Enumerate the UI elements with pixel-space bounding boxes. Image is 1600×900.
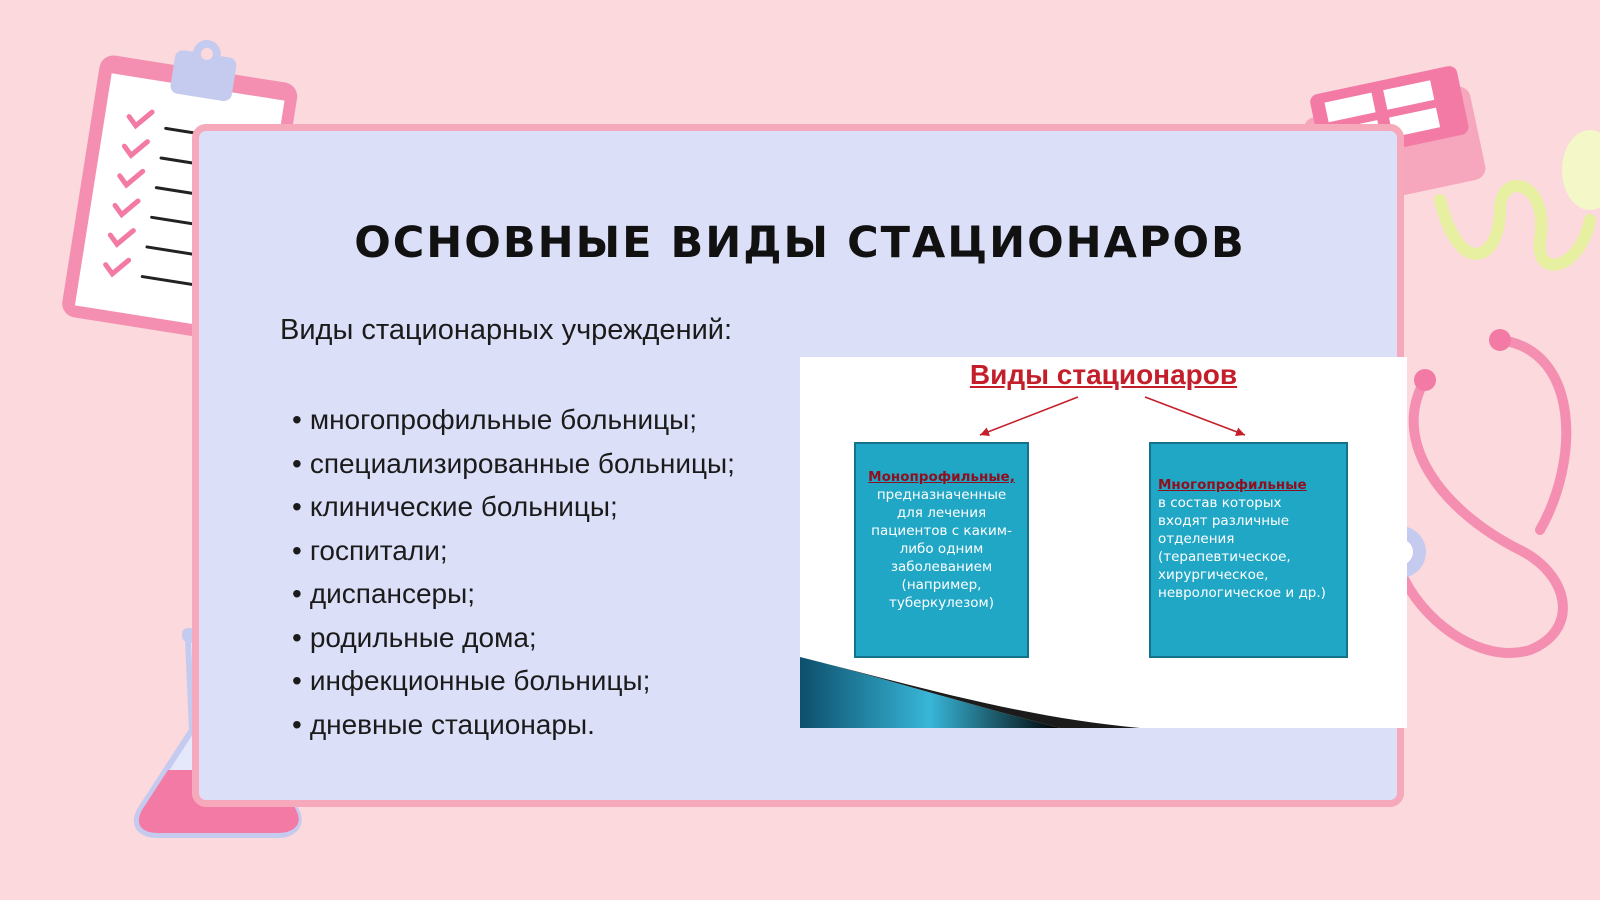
diagram-title: Виды стационаров	[969, 359, 1238, 390]
stethoscope-icon	[1380, 320, 1600, 680]
list-item: • клинические больницы;	[292, 485, 735, 529]
list-item: • родильные дома;	[292, 616, 735, 660]
box-text: в состав которых входят различные отделения (терапевтическое, хирургическое, неврологическое и др.)	[1158, 495, 1326, 601]
box-text: предназначенные для лечения пациентов с каким- либо одним заболеванием (например, туберкулезом)	[871, 487, 1012, 611]
multiprofile-box	[1149, 442, 1348, 658]
list-item: • дневные стационары.	[292, 703, 735, 747]
bullet-list	[292, 398, 735, 746]
list-item: • инфекционные больницы;	[292, 659, 735, 703]
slide-title: ОСНОВНЫЕ ВИДЫ СТАЦИОНАРОВ	[354, 218, 1246, 268]
monoprofile-box	[854, 442, 1029, 658]
list-item: • многопрофильные больницы;	[292, 398, 735, 442]
slide-subtitle: Виды стационарных учреждений:	[280, 314, 733, 346]
list-item: • диспансеры;	[292, 572, 735, 616]
list-item: • госпитали;	[292, 529, 735, 573]
diagram-image	[800, 357, 1407, 728]
box-heading: Многопрофильные	[1158, 477, 1307, 493]
box-heading: Монопрофильные,	[868, 469, 1015, 485]
list-item: • специализированные больницы;	[292, 442, 735, 486]
